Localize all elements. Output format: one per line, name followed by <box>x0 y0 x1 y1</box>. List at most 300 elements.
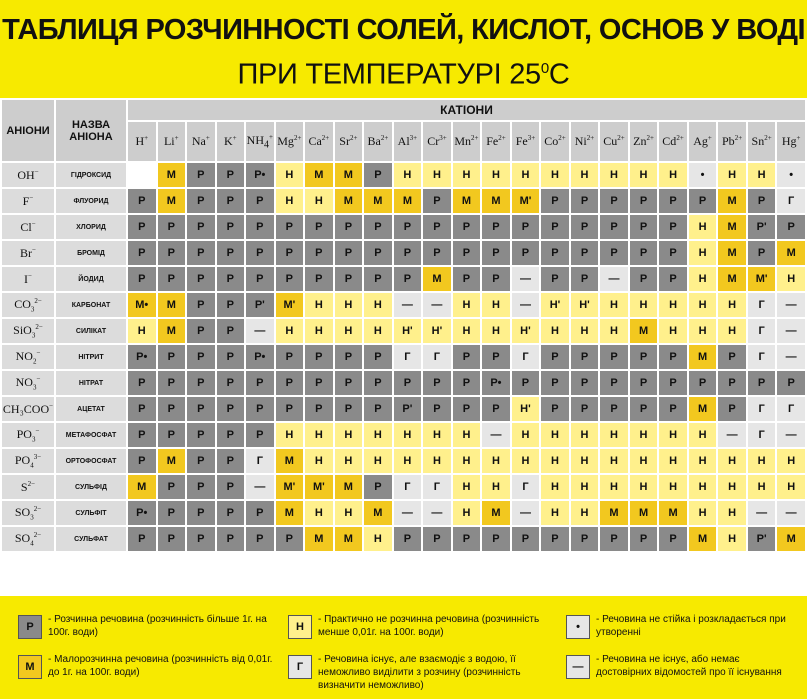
solubility-cell: — <box>394 293 422 317</box>
table-row <box>2 423 805 447</box>
anion-formula <box>2 345 54 369</box>
anion-subscript: 3 <box>31 331 36 340</box>
solubility-cell: Р <box>187 241 215 265</box>
solubility-cell: М <box>600 501 628 525</box>
cation-subscript: 4 <box>264 139 270 151</box>
solubility-cell: М <box>718 189 746 213</box>
anion-base: F <box>22 193 30 208</box>
cation-co-2plus <box>541 122 569 161</box>
solubility-cell: М <box>689 527 717 551</box>
solubility-cell: Н <box>335 319 363 343</box>
solubility-cell: — <box>777 501 805 525</box>
table-row <box>2 319 805 343</box>
solubility-cell: Н <box>659 163 687 187</box>
anion-charge: − <box>35 426 40 435</box>
solubility-cell: Н <box>335 293 363 317</box>
cation-symbol: NH <box>246 132 265 147</box>
anion-subscript: 3 <box>31 435 36 444</box>
solubility-cell: Р <box>187 293 215 317</box>
solubility-cell: Н' <box>394 319 422 343</box>
cation-charge: + <box>707 134 712 142</box>
solubility-cell: Р <box>187 189 215 213</box>
cation-hg-plus <box>777 122 805 161</box>
anion-name: НІТРАТ <box>56 371 126 395</box>
solubility-cell: Г <box>512 475 540 499</box>
solubility-cell: М <box>453 189 481 213</box>
solubility-cell: Н <box>630 163 658 187</box>
solubility-cell: Р <box>217 241 245 265</box>
solubility-cell: Р <box>600 241 628 265</box>
cation-charge: 2+ <box>764 134 772 142</box>
solubility-cell: Р <box>394 241 422 265</box>
solubility-cell: Р <box>482 267 510 291</box>
solubility-cell: Г <box>777 189 805 213</box>
solubility-cell: Н <box>571 163 599 187</box>
solubility-cell: Г <box>748 345 776 369</box>
solubility-cell: Н <box>128 319 156 343</box>
solubility-cell: Р <box>217 371 245 395</box>
solubility-cell: Р <box>689 371 717 395</box>
solubility-cell: Р <box>128 397 156 421</box>
solubility-cell: М <box>718 241 746 265</box>
solubility-cell: — <box>423 501 451 525</box>
solubility-cell: Р <box>630 189 658 213</box>
table-row <box>2 215 805 239</box>
anion-charge: 2− <box>34 296 42 305</box>
solubility-cell: Н <box>571 449 599 473</box>
anion-subscript: 3 <box>30 513 34 522</box>
solubility-cell: Н <box>394 449 422 473</box>
solubility-cell: Н <box>541 423 569 447</box>
solubility-cell: Р <box>541 527 569 551</box>
table-row <box>2 293 805 317</box>
cation-ba-2plus <box>364 122 392 161</box>
solubility-cell: Р <box>305 371 333 395</box>
table-row <box>2 163 805 187</box>
solubility-cell: Р <box>630 397 658 421</box>
solubility-cell: Р <box>158 423 186 447</box>
solubility-cell: Н <box>600 293 628 317</box>
solubility-cell: М <box>158 163 186 187</box>
cation-charge: 2+ <box>646 134 654 142</box>
solubility-cell: Н <box>571 475 599 499</box>
cation-symbol: Co <box>544 134 559 148</box>
solubility-cell: Р <box>158 241 186 265</box>
anion-charge: − <box>36 348 41 357</box>
solubility-cell: Р <box>777 371 805 395</box>
anion-base: SO <box>14 504 31 519</box>
solubility-cell: Н <box>541 319 569 343</box>
legend-text: - Речовина не існує, або немає достовірних відомостей про її існування <box>596 654 782 678</box>
solubility-cell: Р <box>364 241 392 265</box>
solubility-cell: Н <box>335 501 363 525</box>
cation-charge: 2+ <box>380 134 389 142</box>
solubility-cell: Р <box>571 241 599 265</box>
solubility-cell: Р <box>158 345 186 369</box>
solubility-cell: Р' <box>748 527 776 551</box>
solubility-cell: Р <box>187 345 215 369</box>
solubility-cell: Н <box>276 163 304 187</box>
solubility-table <box>0 98 807 596</box>
header <box>0 0 807 96</box>
solubility-cell: Н <box>718 527 746 551</box>
solubility-cell: — <box>512 293 540 317</box>
legend-swatch: — <box>566 655 590 679</box>
solubility-cell: Н' <box>541 293 569 317</box>
solubility-cell: Р <box>246 501 274 525</box>
header-row <box>2 100 805 120</box>
solubility-cell: Г <box>423 345 451 369</box>
solubility-cell: Н <box>305 189 333 213</box>
solubility-cell: Р• <box>128 345 156 369</box>
solubility-cell: Н <box>453 423 481 447</box>
solubility-cell: Р <box>276 527 304 551</box>
solubility-cell: Р <box>246 189 274 213</box>
solubility-cell: Н <box>689 423 717 447</box>
solubility-cell: Р <box>541 371 569 395</box>
solubility-cell: Р <box>630 345 658 369</box>
solubility-cell: Н <box>689 241 717 265</box>
cation-charge: + <box>174 134 179 142</box>
legend-text: - Розчинна речовина (розчинність більше 1г. на 100г. води) <box>48 614 267 638</box>
solubility-cell: Р <box>453 397 481 421</box>
table-row <box>2 241 805 265</box>
anion-base: OH <box>17 167 35 182</box>
solubility-cell: Н <box>689 267 717 291</box>
solubility-cell: Р <box>394 527 422 551</box>
solubility-cell: — <box>246 319 274 343</box>
solubility-cell: Н <box>718 449 746 473</box>
solubility-cell: Н <box>276 189 304 213</box>
solubility-cell: Н <box>305 293 333 317</box>
anion-base: SiO <box>13 322 32 337</box>
legend <box>0 599 807 699</box>
solubility-cell: Р <box>423 371 451 395</box>
cation-charge: 2+ <box>586 134 595 142</box>
solubility-cell <box>128 163 156 187</box>
cation-charge: 3+ <box>527 134 536 142</box>
anion-name: ФЛУОРИД <box>56 189 126 213</box>
solubility-cell: Н' <box>512 397 540 421</box>
solubility-cell: Н <box>453 319 481 343</box>
cation-k-plus <box>217 122 245 161</box>
solubility-cell: Н <box>659 293 687 317</box>
cation-fe-3plus <box>512 122 540 161</box>
solubility-cell: — <box>777 423 805 447</box>
solubility-cell: М <box>335 163 363 187</box>
page-subtitle <box>0 52 807 92</box>
cation-symbol: Pb <box>722 134 735 148</box>
anion-formula <box>2 527 54 551</box>
solubility-cell: Р <box>128 215 156 239</box>
solubility-cell: М <box>335 475 363 499</box>
solubility-cell: Р <box>217 163 245 187</box>
anion-charge: − <box>36 374 41 383</box>
solubility-cell: Г <box>246 449 274 473</box>
page-title: ТАБЛИЦЯ РОЗЧИННОСТІ СОЛЕЙ, КИСЛОТ, ОСНОВ У ВОДІ <box>2 14 805 46</box>
solubility-cell: Р <box>482 345 510 369</box>
anion-charge: − <box>32 245 36 254</box>
solubility-cell: — <box>512 501 540 525</box>
solubility-cell: Р <box>158 267 186 291</box>
solubility-cell: Р <box>512 527 540 551</box>
solubility-cell: М <box>630 319 658 343</box>
cation-charge: 3+ <box>409 134 418 142</box>
solubility-cell: Н <box>482 293 510 317</box>
cation-charge: + <box>232 134 237 142</box>
solubility-cell: Р <box>128 267 156 291</box>
degree-sign: 0 <box>540 60 549 77</box>
legend-swatch: М <box>18 655 42 679</box>
solubility-cell: Р <box>276 371 304 395</box>
cation-na-plus <box>187 122 215 161</box>
table-row <box>2 397 805 421</box>
solubility-cell: Р <box>364 215 392 239</box>
solubility-cell: — <box>777 293 805 317</box>
solubility-cell: Н <box>600 475 628 499</box>
legend-swatch: • <box>566 615 590 639</box>
solubility-cell: Р <box>364 163 392 187</box>
anion-charge: − <box>28 271 32 280</box>
solubility-cell: Н <box>541 475 569 499</box>
solubility-cell: Н <box>364 423 392 447</box>
solubility-cell: Н <box>423 449 451 473</box>
solubility-cell: Р <box>246 397 274 421</box>
solubility-cell: Р <box>659 527 687 551</box>
cation-charge: + <box>144 134 149 142</box>
solubility-cell: Н' <box>571 293 599 317</box>
legend-swatch: Р <box>18 615 42 639</box>
solubility-cell: Г <box>423 475 451 499</box>
cation-cu-2plus <box>600 122 628 161</box>
solubility-cell: Н <box>453 449 481 473</box>
solubility-cell: Р <box>217 423 245 447</box>
anion-base: Cl <box>20 219 32 234</box>
solubility-cell: Р <box>453 215 481 239</box>
anion-formula <box>2 449 54 473</box>
solubility-cell: Р <box>217 319 245 343</box>
solubility-cell: Н <box>364 449 392 473</box>
solubility-cell: Р <box>335 397 363 421</box>
solubility-cell: Р <box>187 501 215 525</box>
solubility-cell: Н <box>423 163 451 187</box>
solubility-cell: Р <box>217 397 245 421</box>
cation-symbol: K <box>223 134 233 148</box>
anion-base: Br <box>20 245 33 260</box>
solubility-cell: Р <box>453 345 481 369</box>
anion-charge: 2− <box>33 530 42 539</box>
solubility-cell: Р <box>482 241 510 265</box>
cation-charge: + <box>796 134 801 142</box>
solubility-cell: М <box>718 215 746 239</box>
solubility-cell: Н <box>305 423 333 447</box>
anion-name: ХЛОРИД <box>56 215 126 239</box>
solubility-cell: Р <box>512 371 540 395</box>
cation-charge: 2+ <box>498 134 506 142</box>
solubility-cell: Р <box>630 371 658 395</box>
solubility-cell: Р <box>158 215 186 239</box>
solubility-cell: М <box>305 163 333 187</box>
anion-formula <box>2 319 54 343</box>
solubility-cell: Р <box>217 215 245 239</box>
anion-base: S <box>20 479 28 494</box>
solubility-cell: Н <box>453 501 481 525</box>
solubility-cell: Р <box>630 241 658 265</box>
solubility-cell: Р <box>541 267 569 291</box>
cation-symbol: Mn <box>454 134 472 148</box>
solubility-cell: Р <box>246 527 274 551</box>
anion-formula <box>2 163 54 187</box>
solubility-cell: Н <box>748 475 776 499</box>
solubility-cell: Р <box>718 397 746 421</box>
cation-ca-2plus <box>305 122 333 161</box>
solubility-cell: Н <box>453 475 481 499</box>
solubility-cell: Р <box>335 371 363 395</box>
anion-formula <box>2 267 54 291</box>
solubility-cell: Р <box>276 267 304 291</box>
solubility-cell: Р <box>659 267 687 291</box>
anion-formula <box>2 371 54 395</box>
anion-charge: 2− <box>27 479 36 488</box>
solubility-cell: Г <box>394 475 422 499</box>
solubility-cell: Н <box>571 319 599 343</box>
solubility-cell: Р <box>423 527 451 551</box>
solubility-cell: Р <box>571 397 599 421</box>
solubility-cell: М <box>276 449 304 473</box>
cation-symbol: Cu <box>603 134 618 148</box>
solubility-cell: Г <box>512 345 540 369</box>
cation-symbol: Na <box>191 134 206 148</box>
solubility-cell: Н' <box>423 319 451 343</box>
solubility-cell: Н <box>541 449 569 473</box>
solubility-cell: Н <box>689 319 717 343</box>
table-row <box>2 189 805 213</box>
solubility-cell: Р <box>777 215 805 239</box>
solubility-cell: Р <box>659 215 687 239</box>
solubility-cell: Р <box>217 475 245 499</box>
cation-pb-2plus <box>718 122 746 161</box>
solubility-cell: Н <box>777 267 805 291</box>
solubility-cell: Н <box>276 423 304 447</box>
anion-charge: − <box>29 193 34 202</box>
solubility-cell: Н <box>482 163 510 187</box>
cation-nh-plus <box>246 122 274 161</box>
anion-base: PO <box>14 452 31 467</box>
solubility-cell: Р <box>571 371 599 395</box>
solubility-cell: Р <box>630 527 658 551</box>
solubility-cell: Р <box>158 475 186 499</box>
solubility-cell: Р <box>423 241 451 265</box>
solubility-cell: Р <box>335 267 363 291</box>
solubility-cell: Р <box>718 345 746 369</box>
solubility-cell: Р <box>571 267 599 291</box>
solubility-cell: Н <box>482 449 510 473</box>
cation-symbol: Sr <box>339 134 350 148</box>
cation-li-plus <box>158 122 186 161</box>
solubility-cell: Р <box>128 189 156 213</box>
anion-base: PO <box>16 426 32 441</box>
cation-ni-2plus <box>571 122 599 161</box>
cation-symbol: Al <box>397 134 410 148</box>
solubility-cell: Г <box>748 397 776 421</box>
cation-sn-2plus <box>748 122 776 161</box>
solubility-cell: Н <box>718 501 746 525</box>
solubility-cell: Н <box>305 501 333 525</box>
solubility-cell: Г <box>748 293 776 317</box>
solubility-cell: — <box>600 267 628 291</box>
solubility-cell: Р <box>364 397 392 421</box>
solubility-cell: • <box>777 163 805 187</box>
table-row <box>2 475 805 499</box>
cation-charge: 2+ <box>349 134 358 142</box>
solubility-cell: Р <box>600 345 628 369</box>
anion-name: ОРТОФОСФАТ <box>56 449 126 473</box>
solubility-cell: Р <box>453 527 481 551</box>
solubility-cell: Р <box>600 215 628 239</box>
anion-subscript: 3 <box>30 305 35 314</box>
unit-text: C <box>548 58 570 91</box>
solubility-cell: Р <box>541 397 569 421</box>
solubility-cell: Р <box>364 475 392 499</box>
cation-charge: 2+ <box>676 134 684 142</box>
solubility-cell: — <box>482 423 510 447</box>
solubility-cell: Н <box>718 475 746 499</box>
solubility-cell: Н <box>571 501 599 525</box>
anion-name: СУЛЬФІД <box>56 475 126 499</box>
subtitle-text: ПРИ ТЕМПЕРАТУРІ 25 <box>237 58 541 91</box>
solubility-cell: Р <box>748 371 776 395</box>
solubility-cell: Н <box>600 319 628 343</box>
solubility-cell: Р <box>246 215 274 239</box>
anion-formula <box>2 215 54 239</box>
solubility-cell: Р <box>748 189 776 213</box>
cations-header: КАТІОНИ <box>128 100 805 120</box>
solubility-cell: М <box>158 189 186 213</box>
solubility-cell: Р <box>335 241 363 265</box>
solubility-cell: Р <box>217 189 245 213</box>
solubility-cell: Р <box>217 449 245 473</box>
solubility-cell: М' <box>748 267 776 291</box>
solubility-cell: Р <box>571 527 599 551</box>
anion-name: МЕТАФОСФАТ <box>56 423 126 447</box>
solubility-cell: Р <box>453 371 481 395</box>
solubility-cell: Р <box>571 189 599 213</box>
solubility-cell: Р• <box>482 371 510 395</box>
solubility-cell: Р <box>482 527 510 551</box>
solubility-cell: Р <box>305 241 333 265</box>
solubility-cell: М <box>630 501 658 525</box>
cation-ag-plus <box>689 122 717 161</box>
solubility-cell: • <box>689 163 717 187</box>
solubility-cell: Р <box>659 345 687 369</box>
solubility-cell: Н <box>512 449 540 473</box>
cation-charge: 3+ <box>439 134 447 142</box>
cation-charge: 2+ <box>734 134 743 142</box>
legend-text: - Практично не розчинна речовина (розчинність менше 0,01г. на 100г. води) <box>318 614 540 638</box>
anion-charge: − <box>31 219 36 228</box>
anion-subscript: 3 <box>32 383 37 392</box>
solubility-cell: Н <box>364 319 392 343</box>
solubility-cell: Н <box>305 319 333 343</box>
legend-text: - Речовина не стійка і розкладається при утворенні <box>596 614 786 638</box>
cation-charge: + <box>205 134 210 142</box>
solubility-cell: Н' <box>512 319 540 343</box>
solubility-cell: М <box>718 267 746 291</box>
solubility-cell: М <box>364 501 392 525</box>
solubility-cell: Р' <box>394 397 422 421</box>
solubility-cell: Р <box>541 189 569 213</box>
cation-symbol: Fe <box>515 134 528 148</box>
